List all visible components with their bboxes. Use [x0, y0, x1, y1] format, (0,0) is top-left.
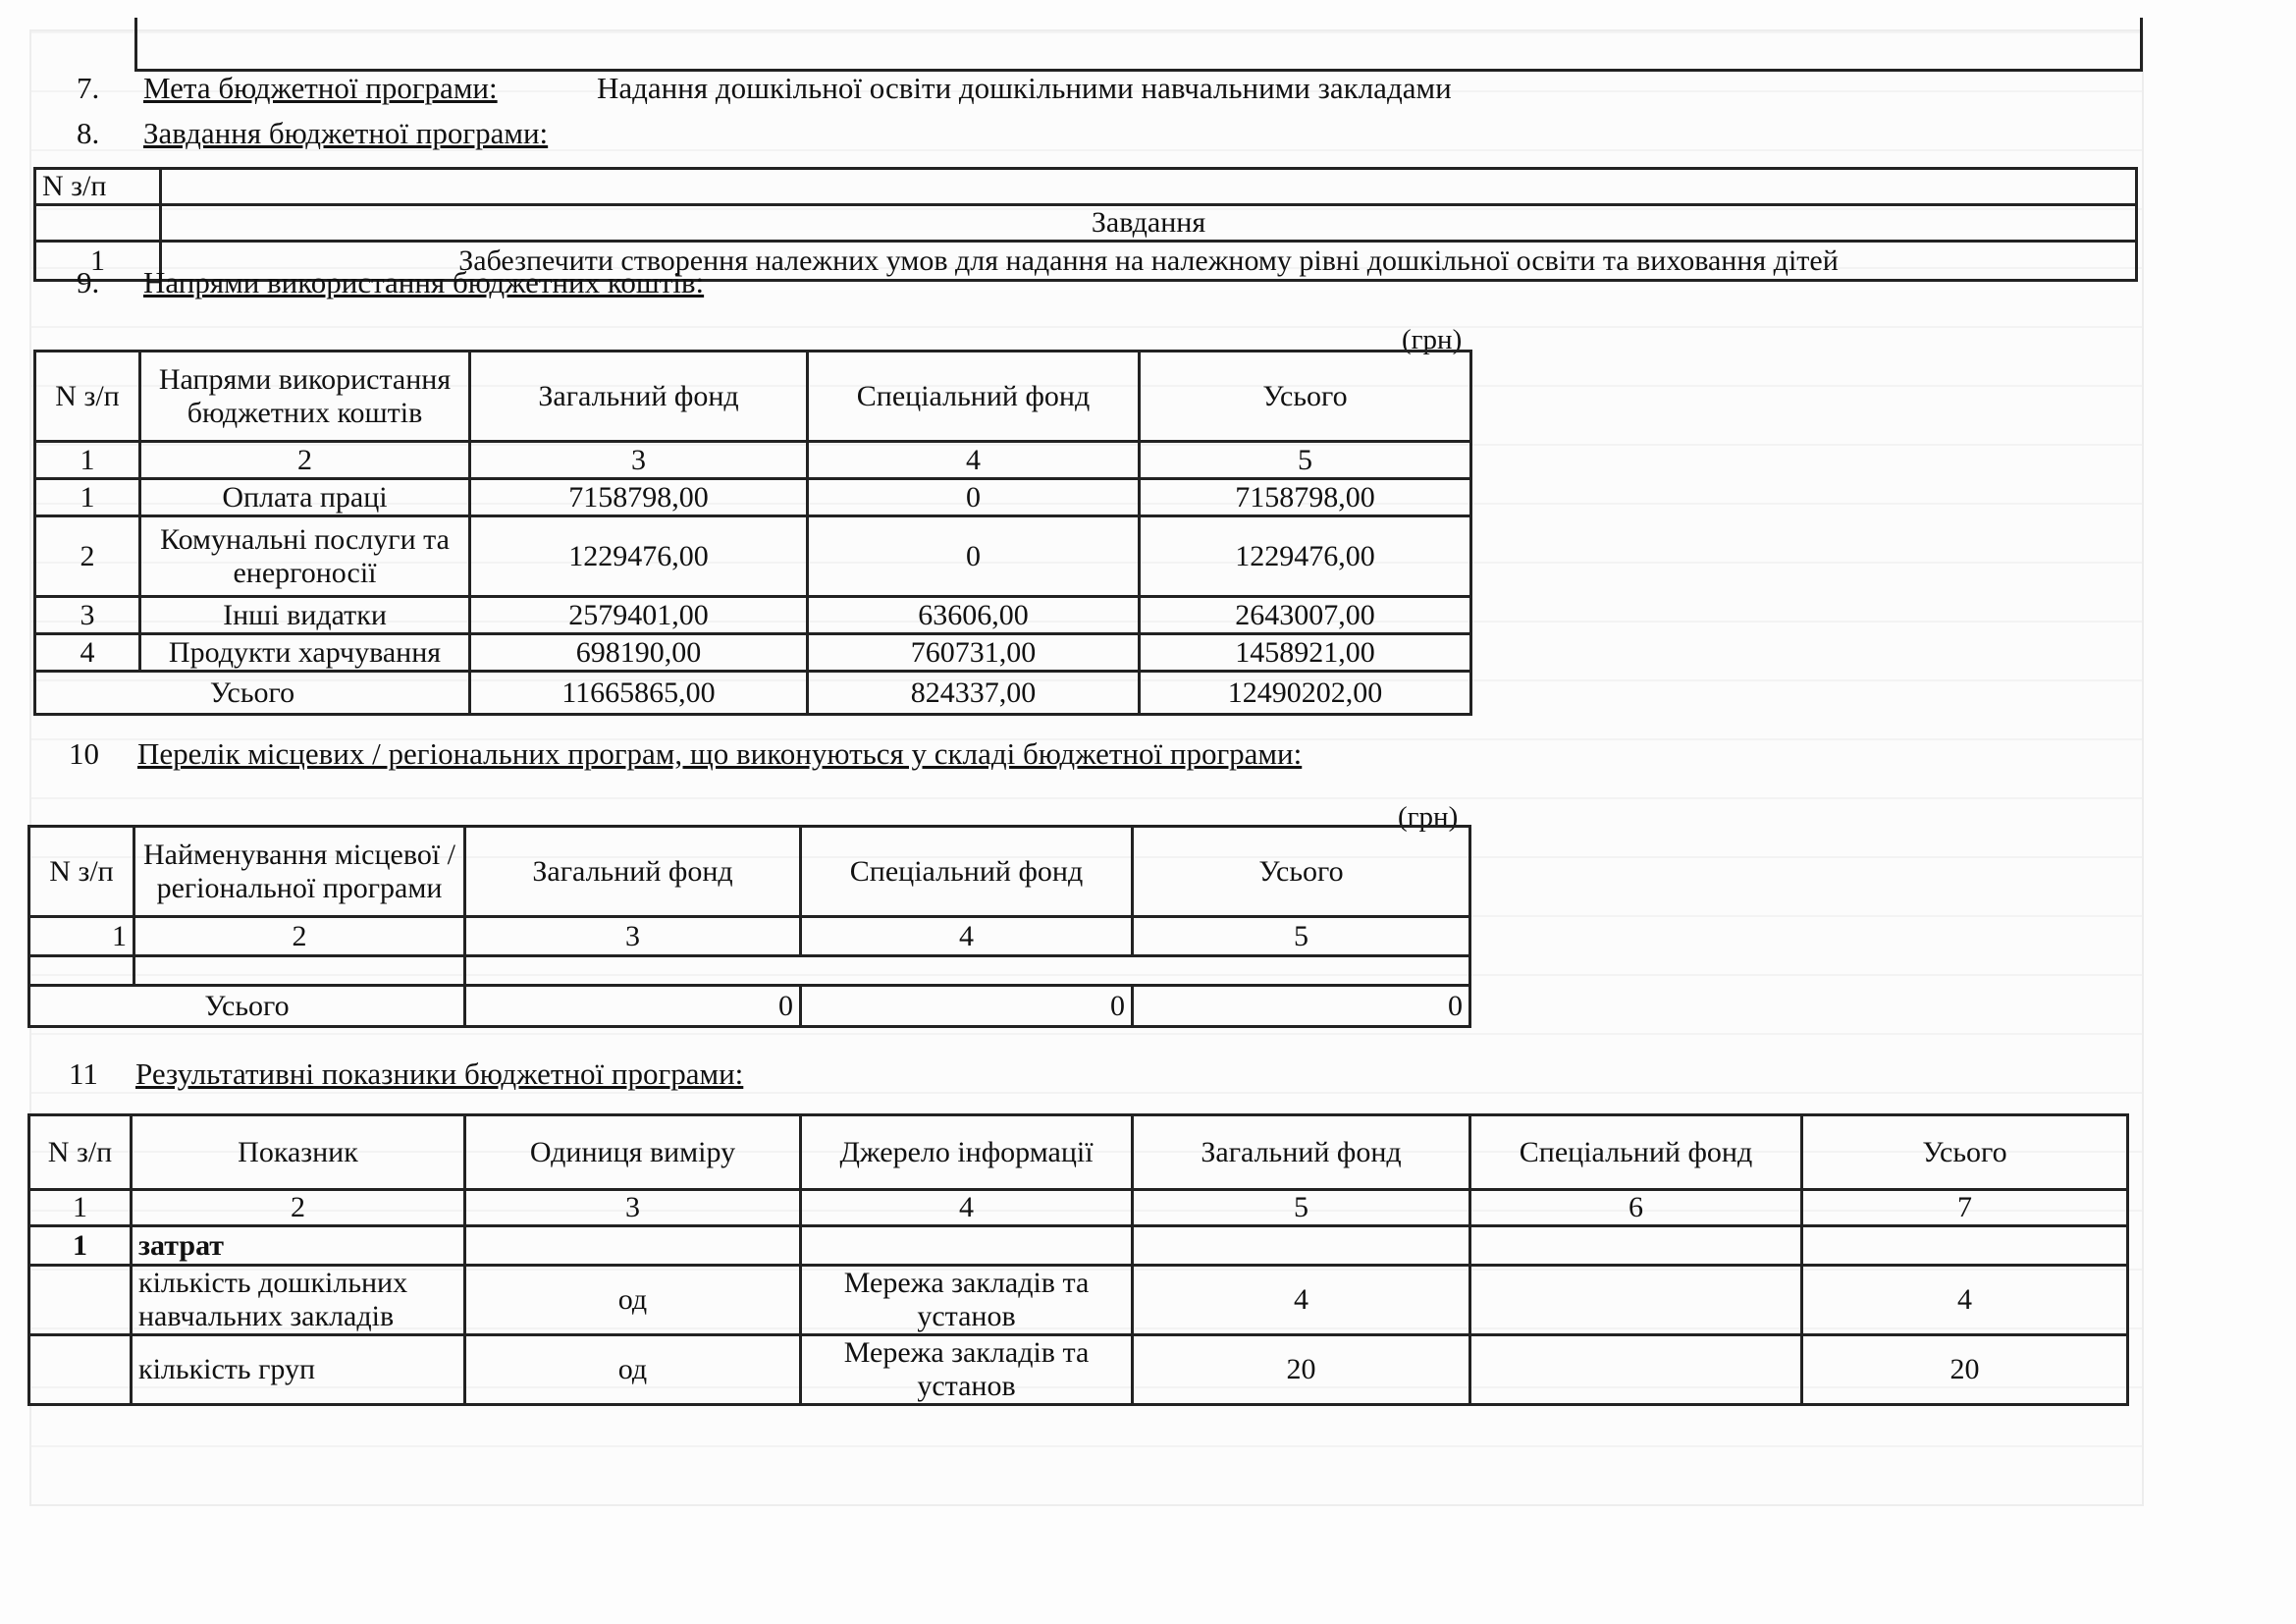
dir-row	[35, 516, 1471, 597]
section-7-number: 7.	[77, 71, 100, 105]
section-7-text: Надання дошкільної освіти дошкільними навчальними закладами	[597, 71, 1452, 105]
section-10-number: 10	[69, 736, 99, 771]
dir-row-special: 760731,00	[808, 634, 1140, 672]
ind-index-3: 3	[465, 1190, 801, 1226]
tasks-header-num: N з/п	[35, 169, 161, 205]
prog-total-total: 0	[1133, 986, 1470, 1027]
section-9-label: Напрями використання бюджетних коштів:	[143, 265, 705, 299]
prog-header-name: Найменування місцевої / регіональної програми	[134, 827, 465, 917]
dir-row-total: 7158798,00	[1140, 479, 1471, 516]
ind-header-special: Спеціальний фонд	[1470, 1115, 1802, 1190]
dir-total-special: 824337,00	[808, 672, 1140, 715]
ind-row-name: кількість дошкільних навчальних закладів	[132, 1266, 465, 1335]
dir-row-name: Оплата праці	[140, 479, 470, 516]
dir-row-num: 3	[35, 597, 140, 634]
dir-row-total: 1229476,00	[1140, 516, 1471, 597]
dir-total-row	[35, 672, 1471, 715]
ind-index-2: 2	[132, 1190, 465, 1226]
prog-index-5: 5	[1133, 917, 1470, 956]
dir-total-general: 11665865,00	[470, 672, 808, 715]
dir-header-num: N з/п	[35, 352, 140, 442]
prog-header-general: Загальний фонд	[465, 827, 801, 917]
ind-index-5: 5	[1133, 1190, 1470, 1226]
dir-row-num: 2	[35, 516, 140, 597]
section-11-number: 11	[69, 1056, 98, 1091]
prog-total-special: 0	[801, 986, 1133, 1027]
dir-header-special: Спеціальний фонд	[808, 352, 1140, 442]
ind-row-total: 20	[1802, 1335, 2128, 1405]
prog-index-3: 3	[465, 917, 801, 956]
dir-row-total: 1458921,00	[1140, 634, 1471, 672]
dir-row-num: 4	[35, 634, 140, 672]
ind-group-num: 1	[29, 1226, 132, 1266]
ind-header-general: Загальний фонд	[1133, 1115, 1470, 1190]
section-10-unit: (грн)	[1398, 801, 1459, 833]
ind-row-total: 4	[1802, 1266, 2128, 1335]
ind-row-unit: од	[465, 1266, 801, 1335]
dir-header-total: Усього	[1140, 352, 1471, 442]
dir-row-special: 63606,00	[808, 597, 1140, 634]
dir-total-label: Усього	[35, 672, 470, 715]
section-8-number: 8.	[77, 116, 100, 150]
ind-row-unit: од	[465, 1335, 801, 1405]
dir-row-special: 0	[808, 479, 1140, 516]
ind-index-6: 6	[1470, 1190, 1802, 1226]
ind-row-general: 4	[1133, 1266, 1470, 1335]
section-9-unit: (грн)	[1402, 324, 1463, 355]
dir-row-general: 7158798,00	[470, 479, 808, 516]
prog-index-2: 2	[134, 917, 465, 956]
ind-header-unit: Одиниця виміру	[465, 1115, 801, 1190]
ind-row	[29, 1335, 2128, 1405]
section-7-label: Мета бюджетної програми:	[143, 71, 498, 105]
ind-index-7: 7	[1802, 1190, 2128, 1226]
dir-row-num: 1	[35, 479, 140, 516]
tasks-header-task: Завдання	[161, 205, 2137, 242]
tasks-row-num: 1	[35, 242, 161, 281]
dir-row	[35, 479, 1471, 516]
ind-group-name: затрат	[132, 1226, 465, 1266]
ind-index-1: 1	[29, 1190, 132, 1226]
dir-row-special: 0	[808, 516, 1140, 597]
section-8-label: Завдання бюджетної програми:	[143, 116, 549, 150]
ind-row-source: Мережа закладів та установ	[801, 1266, 1133, 1335]
ind-header-total: Усього	[1802, 1115, 2128, 1190]
dir-index-5: 5	[1140, 442, 1471, 479]
prog-total-label: Усього	[29, 986, 465, 1027]
directions-table	[33, 350, 1472, 716]
ind-row-general: 20	[1133, 1335, 1470, 1405]
dir-row	[35, 597, 1471, 634]
indicators-table	[27, 1113, 2129, 1406]
dir-row-general: 698190,00	[470, 634, 808, 672]
dir-index-3: 3	[470, 442, 808, 479]
dir-row-general: 2579401,00	[470, 597, 808, 634]
section-9-number: 9.	[77, 265, 100, 299]
dir-index-1: 1	[35, 442, 140, 479]
prog-total-row	[29, 986, 1470, 1027]
dir-row-name: Продукти харчування	[140, 634, 470, 672]
dir-row-total: 2643007,00	[1140, 597, 1471, 634]
section-11-label: Результативні показники бюджетної програми:	[135, 1056, 744, 1091]
tasks-row-text: Забезпечити створення належних умов для надання на належному рівні дошкільної освіти та виховання дітей	[161, 242, 2137, 281]
dir-row-name: Інші видатки	[140, 597, 470, 634]
ind-row-source: Мережа закладів та установ	[801, 1335, 1133, 1405]
dir-row-general: 1229476,00	[470, 516, 808, 597]
ind-row	[29, 1266, 2128, 1335]
dir-header-general: Загальний фонд	[470, 352, 808, 442]
prog-index-4: 4	[801, 917, 1133, 956]
dir-row-name: Комунальні послуги та енергоносії	[140, 516, 470, 597]
dir-row	[35, 634, 1471, 672]
ind-row-special	[1470, 1266, 1802, 1335]
prog-header-num: N з/п	[29, 827, 134, 917]
ind-group-row	[29, 1226, 2128, 1266]
dir-index-4: 4	[808, 442, 1140, 479]
top-table-fragment	[134, 18, 2143, 72]
prog-index-1: 1	[29, 917, 134, 956]
section-10-label: Перелік місцевих / регіональних програм, що виконуються у складі бюджетної програми:	[137, 736, 1303, 771]
prog-header-special: Спеціальний фонд	[801, 827, 1133, 917]
dir-header-name: Напрями використання бюджетних коштів	[140, 352, 470, 442]
ind-row-special	[1470, 1335, 1802, 1405]
ind-header-name: Показник	[132, 1115, 465, 1190]
ind-header-source: Джерело інформації	[801, 1115, 1133, 1190]
ind-row-name: кількість груп	[132, 1335, 465, 1405]
programs-table	[27, 825, 1471, 1028]
ind-header-num: N з/п	[29, 1115, 132, 1190]
dir-index-2: 2	[140, 442, 470, 479]
ind-index-4: 4	[801, 1190, 1133, 1226]
prog-total-general: 0	[465, 986, 801, 1027]
dir-total-total: 12490202,00	[1140, 672, 1471, 715]
prog-header-total: Усього	[1133, 827, 1470, 917]
